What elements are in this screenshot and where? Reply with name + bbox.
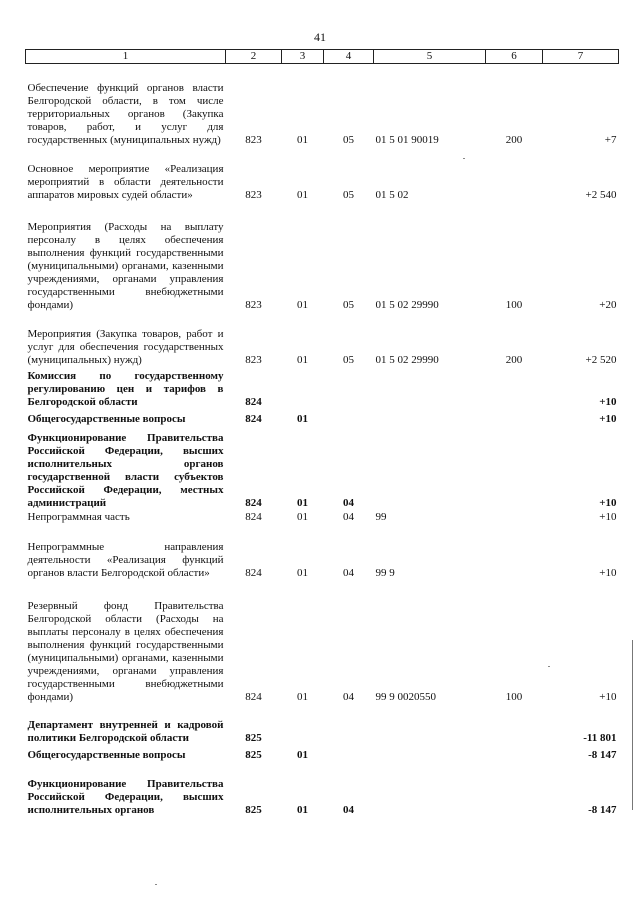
row-name-cell: Департамент внутренней и кадровой политики Белгородской области <box>27 719 224 744</box>
section-cell: 01 <box>297 299 308 311</box>
scan-speck <box>548 666 550 667</box>
table-row <box>26 524 619 580</box>
amount-cell: +10 <box>599 567 617 579</box>
table-row <box>26 312 619 367</box>
amount-cell: +10 <box>599 413 617 425</box>
expense-type-cell: 200 <box>505 134 523 146</box>
kvsr-cell: 824 <box>245 413 262 425</box>
section-cell: 01 <box>297 354 308 366</box>
header-col-2: 2 <box>226 50 282 64</box>
subsection-cell <box>324 745 374 762</box>
row-name-cell: Функционирование Правительства Российской Федерации, высших исполнительных органов <box>27 778 224 816</box>
expense-type-cell <box>486 510 543 524</box>
target-article-cell <box>374 426 486 510</box>
subsection-cell: 04 <box>343 497 354 509</box>
amount-cell: +10 <box>599 691 617 703</box>
subsection-cell <box>324 367 374 409</box>
expense-type-cell <box>486 745 543 762</box>
target-article-cell <box>374 409 486 426</box>
row-name-cell: Общегосударственные вопросы <box>27 749 186 761</box>
budget-table <box>25 49 619 817</box>
table-row <box>26 745 619 762</box>
table-header-row <box>26 50 619 64</box>
kvsr-cell: 823 <box>245 354 262 366</box>
header-col-3: 3 <box>282 50 324 64</box>
subsection-cell: 04 <box>343 691 354 703</box>
header-col-5: 5 <box>374 50 486 64</box>
section-cell: 01 <box>297 497 308 509</box>
table-row <box>26 510 619 524</box>
expense-type-cell <box>486 524 543 580</box>
header-col-1: 1 <box>26 50 226 64</box>
amount-cell: -8 147 <box>588 804 617 816</box>
row-name-cell: Непрограммная часть <box>27 511 130 523</box>
target-article-cell <box>374 704 486 745</box>
expense-type-cell <box>486 704 543 745</box>
scan-speck <box>463 158 465 159</box>
section-cell: 01 <box>297 511 308 523</box>
row-name-cell: Функционирование Правительства Российской Федерации, высших исполнительных органов государственной власти субъектов Российской Федерации, местных администраций <box>27 432 224 509</box>
subsection-cell: 04 <box>343 804 354 816</box>
header-col-4: 4 <box>324 50 374 64</box>
row-name-cell: Комиссия по государственному регулированию цен и тарифов в Белгородской области <box>27 370 224 408</box>
target-article-cell: 99 <box>375 511 387 523</box>
amount-cell: +10 <box>599 511 617 523</box>
section-cell <box>282 367 324 409</box>
table-row <box>26 64 619 148</box>
amount-cell: -11 801 <box>583 732 617 744</box>
amount-cell: +20 <box>599 299 617 311</box>
expense-type-cell <box>486 762 543 817</box>
table-row <box>26 762 619 817</box>
target-article-cell: 99 9 0020550 <box>375 691 436 703</box>
kvsr-cell: 825 <box>245 804 262 816</box>
kvsr-cell: 825 <box>245 732 262 744</box>
section-cell: 01 <box>297 804 308 816</box>
row-name-cell: Мероприятия (Расходы на выплату персоналу в целях обеспечения выполнения функций государственными (муниципальными) органами, казенными учреждениями, органами управления государственными внебюджетными фондами) <box>27 221 224 311</box>
target-article-cell: 99 9 <box>375 567 395 579</box>
kvsr-cell: 824 <box>245 497 262 509</box>
table-row <box>26 580 619 704</box>
table-row <box>26 367 619 409</box>
row-name-cell: Непрограммные направления деятельности «Реализация функций органов власти Белгородской области» <box>27 541 224 579</box>
target-article-cell: 01 5 01 90019 <box>375 134 439 146</box>
subsection-cell: 05 <box>343 354 354 366</box>
subsection-cell: 04 <box>343 511 354 523</box>
amount-cell: +7 <box>604 134 617 146</box>
section-cell <box>282 704 324 745</box>
target-article-cell: 01 5 02 <box>375 189 409 201</box>
amount-cell: +10 <box>599 497 617 509</box>
section-cell: 01 <box>297 691 308 703</box>
subsection-cell <box>324 409 374 426</box>
kvsr-cell: 824 <box>245 396 262 408</box>
amount-cell: +2 540 <box>585 189 617 201</box>
target-article-cell: 01 5 02 29990 <box>375 299 439 311</box>
kvsr-cell: 824 <box>245 691 262 703</box>
kvsr-cell: 824 <box>245 511 262 523</box>
amount-cell: +10 <box>599 396 617 408</box>
section-cell: 01 <box>297 413 308 425</box>
expense-type-cell: 200 <box>505 354 523 366</box>
row-name-cell: Мероприятия (Закупка товаров, работ и услуг для обеспечения государственных (муниципальных) нужд) <box>27 328 224 366</box>
expense-type-cell: 100 <box>505 691 523 703</box>
row-name-cell: Основное мероприятие «Реализация мероприятий в области деятельности аппаратов мировых судей области» <box>27 163 224 201</box>
section-cell: 01 <box>297 134 308 146</box>
table-body <box>26 64 619 818</box>
kvsr-cell: 823 <box>245 299 262 311</box>
subsection-cell: 05 <box>343 189 354 201</box>
row-name-cell: Резервный фонд Правительства Белгородской области (Расходы на выплаты персоналу в целях обеспечения выполнения функций государственными (муниципальными) органами, казенными учреждениями, органами управления государственными внебюджетными фондами) <box>27 600 224 703</box>
row-name-cell: Общегосударственные вопросы <box>27 413 186 425</box>
expense-type-cell <box>486 426 543 510</box>
target-article-cell: 01 5 02 29990 <box>375 354 439 366</box>
section-cell: 01 <box>297 189 308 201</box>
section-cell: 01 <box>297 567 308 579</box>
page-number: 41 <box>314 30 326 44</box>
section-cell: 01 <box>297 749 308 761</box>
table-row <box>26 147 619 202</box>
table-row <box>26 202 619 312</box>
target-article-cell <box>374 745 486 762</box>
subsection-cell: 05 <box>343 134 354 146</box>
table-row <box>26 426 619 510</box>
target-article-cell <box>374 367 486 409</box>
expense-type-cell <box>486 367 543 409</box>
row-name-cell: Обеспечение функций органов власти Белгородской области, в том числе территориальных органов (Закупка товаров, работ, и услуг для государственных (муниципальных нужд) <box>27 82 224 146</box>
expense-type-cell <box>486 409 543 426</box>
subsection-cell <box>324 704 374 745</box>
scan-speck <box>155 884 157 885</box>
scan-edge-line <box>632 640 633 810</box>
kvsr-cell: 823 <box>245 134 262 146</box>
subsection-cell: 05 <box>343 299 354 311</box>
amount-cell: -8 147 <box>588 749 617 761</box>
table-row <box>26 704 619 745</box>
expense-type-cell <box>486 147 543 202</box>
table-row <box>26 409 619 426</box>
kvsr-cell: 824 <box>245 567 262 579</box>
kvsr-cell: 823 <box>245 189 262 201</box>
amount-cell: +2 520 <box>585 354 617 366</box>
header-col-7: 7 <box>543 50 619 64</box>
expense-type-cell: 100 <box>505 299 523 311</box>
header-col-6: 6 <box>486 50 543 64</box>
subsection-cell: 04 <box>343 567 354 579</box>
kvsr-cell: 825 <box>245 749 262 761</box>
target-article-cell <box>374 762 486 817</box>
